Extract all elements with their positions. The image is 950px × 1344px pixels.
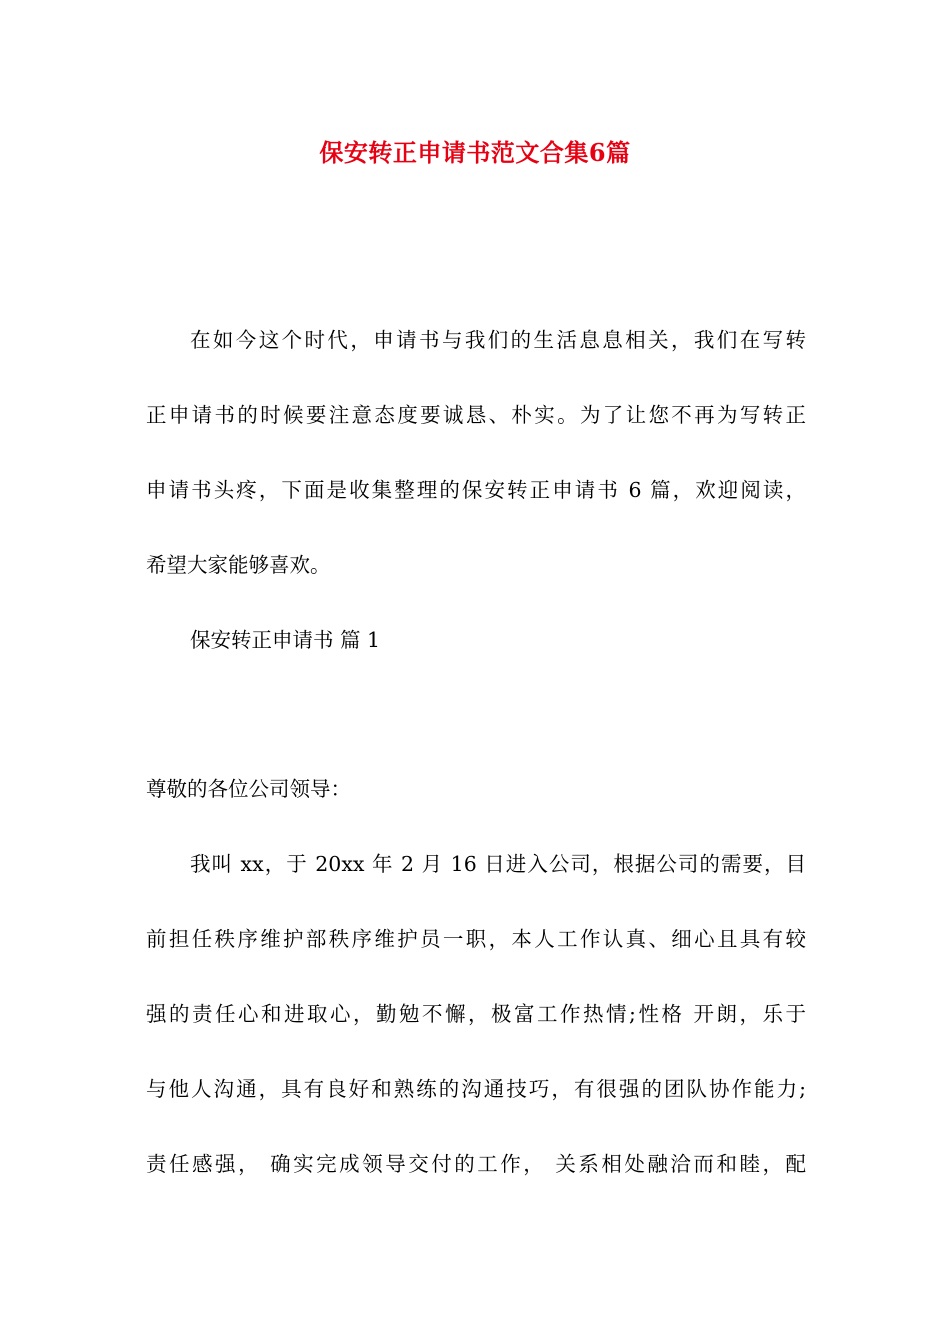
paragraph-line: 责任感强， 确实完成领导交付的工作， 关系相处融洽而和睦，配 [146, 1152, 806, 1176]
paragraph-line: 强的责任心和进取心，勤勉不懈，极富工作热情;性格 开朗，乐于 [146, 1002, 806, 1026]
section-heading: 保安转正申请书 篇 1 [190, 628, 381, 652]
paragraph-line: 在如今这个时代，申请书与我们的生活息息相关，我们在写转 [190, 328, 806, 352]
paragraph-line: 正申请书的时候要注意态度要诚恳、朴实。为了让您不再为写转正 [146, 403, 806, 427]
paragraph-line: 前担任秩序维护部秩序维护员一职，本人工作认真、细心且具有较 [146, 927, 806, 951]
paragraph-line: 希望大家能够喜欢。 [146, 553, 331, 577]
paragraph-line: 申请书头疼，下面是收集整理的保安转正申请书 6 篇，欢迎阅读， [146, 478, 806, 502]
paragraph-line: 我叫 xx，于 20xx 年 2 月 16 日进入公司，根据公司的需要，目 [190, 852, 806, 876]
paragraph-line: 与他人沟通，具有良好和熟练的沟通技巧，有很强的团队协作能力; [146, 1077, 806, 1101]
document-title: 保安转正申请书范文合集6篇 [319, 138, 631, 167]
salutation: 尊敬的各位公司领导： [146, 777, 351, 801]
